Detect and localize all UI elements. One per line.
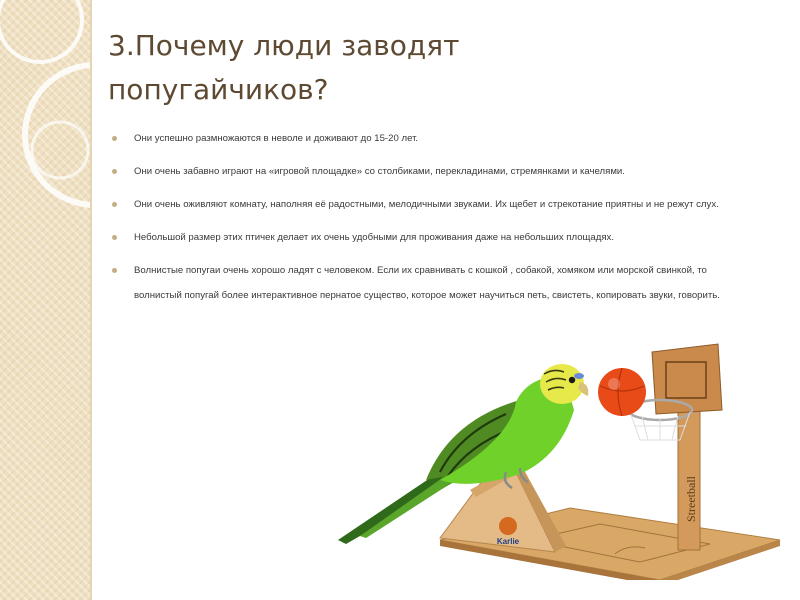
bullet-text: Они успешно размножаются в неволе и доживают до 15-20 лет. bbox=[134, 133, 419, 144]
bullet-icon bbox=[112, 268, 117, 273]
parrot-basketball-illustration bbox=[330, 340, 790, 580]
bullet-item bbox=[112, 258, 742, 308]
backboard-pole bbox=[678, 402, 700, 550]
bullet-text: Волнистые попугаи очень хорошо ладят с человеком. Если их сравнивать с кошкой , собакой, хомяком или морской свинкой, то волнистый попугай более интерактивное пернатое существо, которое может научиться петь, свистеть, копировать звуки, говорить. bbox=[134, 265, 720, 301]
bullet-icon bbox=[112, 235, 117, 240]
panel-divider bbox=[90, 0, 92, 600]
basketball-highlight bbox=[608, 378, 620, 390]
bullet-item bbox=[112, 126, 742, 151]
bullet-list bbox=[112, 126, 742, 316]
bullet-icon bbox=[112, 136, 117, 141]
bullet-item bbox=[112, 159, 742, 184]
decorative-rings bbox=[0, 0, 90, 600]
parrot-tail-highlight bbox=[360, 474, 456, 538]
basketball bbox=[598, 368, 646, 416]
decorative-side-panel bbox=[0, 0, 90, 600]
parrot-head bbox=[540, 364, 584, 404]
bullet-icon bbox=[112, 202, 117, 207]
pole-label: Streetball bbox=[684, 476, 698, 522]
bullet-text: Они очень оживляют комнату, наполняя её радостными, мелодичными звуками. Их щебет и стрекотание приятны и не режут слух. bbox=[134, 199, 719, 210]
parrot-cere bbox=[574, 373, 584, 379]
bullet-item bbox=[112, 225, 742, 250]
bullet-text: Они очень забавно играют на «игровой площадке» со столбиками, перекладинами, стремянками и качелями. bbox=[134, 166, 625, 177]
bullet-icon bbox=[112, 169, 117, 174]
parrot-eye bbox=[569, 377, 575, 383]
logo-text: Karlie bbox=[496, 537, 520, 546]
parrot-tail bbox=[338, 470, 454, 544]
karlie-logo-icon bbox=[499, 517, 517, 535]
slide-title: 3.Почему люди заводят попугайчиков? bbox=[108, 29, 460, 106]
bullet-item bbox=[112, 192, 742, 217]
bullet-text: Небольшой размер этих птичек делает их очень удобными для проживания даже на небольших площадях. bbox=[134, 232, 615, 243]
